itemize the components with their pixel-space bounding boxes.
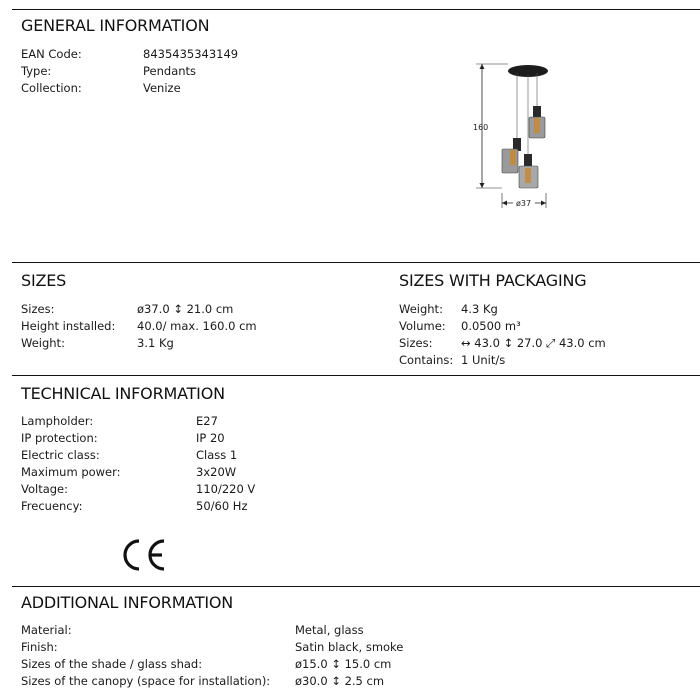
sizes-section bbox=[12, 262, 700, 263]
height-installed-label: Height installed: bbox=[21, 319, 116, 333]
canopy-size-label: Sizes of the canopy (space for installation): bbox=[21, 674, 271, 688]
canopy-size-value: ø30.0 ↕ 2.5 cm bbox=[295, 674, 385, 688]
pack-contains-value: 1 Unit/s bbox=[461, 353, 506, 367]
technical-title: TECHNICAL INFORMATION bbox=[21, 384, 225, 403]
sizes-label: Sizes: bbox=[21, 302, 55, 316]
frequency-label: Frecuency: bbox=[21, 499, 83, 513]
pack-sizes-value: ↔ 43.0 ↕ 27.0 ⤢ 43.0 cm bbox=[461, 336, 606, 350]
electric-class-value: Class 1 bbox=[196, 448, 238, 462]
pack-volume-label: Volume: bbox=[399, 319, 446, 333]
pack-weight-label: Weight: bbox=[399, 302, 443, 316]
finish-label: Finish: bbox=[21, 640, 58, 654]
finish-value: Satin black, smoke bbox=[295, 640, 404, 654]
weight-label: Weight: bbox=[21, 336, 65, 350]
ip-protection-value: IP 20 bbox=[196, 431, 225, 445]
material-value: Metal, glass bbox=[295, 623, 364, 637]
material-label: Material: bbox=[21, 623, 72, 637]
shade-size-label: Sizes of the shade / glass shad: bbox=[21, 657, 203, 671]
type-value: Pendants bbox=[143, 64, 197, 78]
ean-value: 8435435343149 bbox=[143, 47, 239, 61]
frequency-value: 50/60 Hz bbox=[196, 499, 248, 513]
voltage-value: 110/220 V bbox=[196, 482, 256, 496]
electric-class-label: Electric class: bbox=[21, 448, 100, 462]
max-power-value: 3x20W bbox=[196, 465, 237, 479]
weight-value: 3.1 Kg bbox=[137, 336, 174, 350]
sizes-title: SIZES bbox=[21, 271, 67, 290]
lampholder-value: E27 bbox=[196, 414, 218, 428]
shade-size-value: ø15.0 ↕ 15.0 cm bbox=[295, 657, 392, 671]
pack-contains-label: Contains: bbox=[399, 353, 454, 367]
additional-section bbox=[12, 586, 700, 587]
collection-label: Collection: bbox=[21, 81, 82, 95]
pack-sizes-label: Sizes: bbox=[399, 336, 433, 350]
height-installed-value: 40.0/ max. 160.0 cm bbox=[137, 319, 257, 333]
packaging-title: SIZES WITH PACKAGING bbox=[399, 271, 587, 290]
type-label: Type: bbox=[21, 64, 52, 78]
sizes-value: ø37.0 ↕ 21.0 cm bbox=[137, 302, 234, 316]
collection-value: Venize bbox=[143, 81, 181, 95]
diameter-dimension-label: ø37 bbox=[516, 199, 532, 208]
ean-label: EAN Code: bbox=[21, 47, 82, 61]
ip-protection-label: IP protection: bbox=[21, 431, 98, 445]
height-dimension-label: 160 bbox=[473, 123, 489, 132]
product-drawing bbox=[468, 58, 558, 218]
max-power-label: Maximum power: bbox=[21, 465, 121, 479]
general-title: GENERAL INFORMATION bbox=[21, 16, 210, 35]
pack-volume-value: 0.0500 m³ bbox=[461, 319, 521, 333]
general-section bbox=[12, 9, 700, 10]
voltage-label: Voltage: bbox=[21, 482, 69, 496]
lampholder-label: Lampholder: bbox=[21, 414, 94, 428]
ce-mark-icon bbox=[120, 537, 168, 573]
technical-section bbox=[12, 375, 700, 376]
additional-title: ADDITIONAL INFORMATION bbox=[21, 593, 234, 612]
pack-weight-value: 4.3 Kg bbox=[461, 302, 498, 316]
